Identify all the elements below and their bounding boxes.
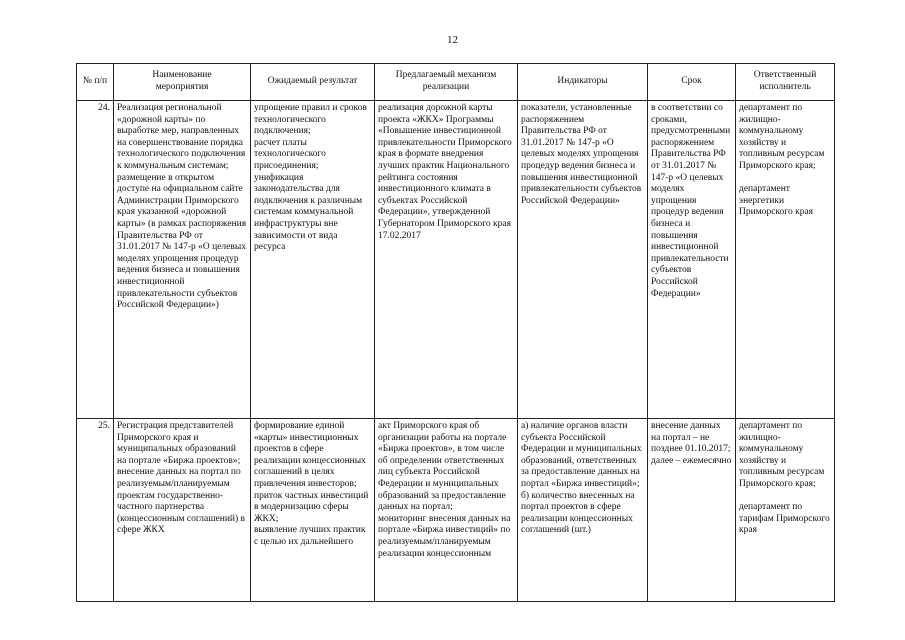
cell-term: внесение данных на портал – не позднее 01.10.2017; далее – ежемесячно [648,419,736,602]
cell-term: в соответствии со сроками, предусмотренными распоряжением Правительства РФ от 31.01.2017 № 147-р «О целевых моделях упрощения процедур ведения бизнеса и повышения инвестиционной привлекательности субъектов Российской Федерации» [648,101,736,419]
cell-num: 25. [77,419,114,602]
page-number: 12 [447,34,458,46]
cell-indicators: а) наличие органов власти субъекта Российской Федерации и муниципальных образований, ответственных за предоставление данных на портал «Биржа инвестиций»; б) количество внесенных на портал проектов в сфере реализации концессионных соглашений (шт.) [518,419,648,602]
cell-name: Реализация региональной «дорожной карты» по выработке мер, направленных на совершенствование порядка технологического подключения к коммунальным системам; размещение в открытом доступе на официальном сайте Администрации Приморского края указанной «дорожной карты» (в рамках распоряжения Правительства РФ от 31.01.2017 № 147-р «О целевых моделях упрощения процедур ведения бизнеса и повышения инвестиционной привлекательности субъектов Российской Федерации») [114,101,251,419]
cell-mechanism: реализация дорожной карты проекта «ЖКХ» Программы «Повышение инвестиционной привлекательности Приморского края в формате внедрения лучших практик Национального рейтинга состояния инвестиционного климата в субъектах Российской Федерации», утвержденной Губернатором Приморского края 17.02.2017 [375,101,518,419]
cell-name: Регистрация представителей Приморского края и муниципальных образований на портале «Биржа проектов»; внесение данных на портал по реализуемым/планируемым проектам государственно-частного партнерства (концессионным соглашений) в сфере ЖКХ [114,419,251,602]
cell-executor: департамент по жилищно-коммунальному хозяйству и топливным ресурсам Приморского края; департамент по тарифам Приморского края [736,419,835,602]
cell-executor: департамент по жилищно-коммунальному хозяйству и топливным ресурсам Приморского края; департамент энергетики Приморского края [736,101,835,419]
table-header-row [77,64,835,101]
cell-mechanism: акт Приморского края об организации работы на портале «Биржа проектов», в том числе об определении ответственных лиц субъекта Российской Федерации и муниципальных образований за предоставление данных на портал; мониторинг внесения данных на портале «Биржа инвестиций» по реализуемым/планируемым реализации концессионным [375,419,518,602]
measures-table [76,63,835,602]
table-row [77,419,835,602]
header-name: Наименование мероприятия [114,64,251,101]
header-num: № п/п [77,64,114,101]
header-result: Ожидаемый результат [251,64,375,101]
header-executor: Ответственный исполнитель [736,64,835,101]
table-row [77,101,835,419]
cell-num: 24. [77,101,114,419]
cell-result: формирование единой «карты» инвестиционных проектов в сфере реализации концессионных соглашений в целях привлечения инвесторов; приток частных инвестиций в модернизацию сферы ЖКХ; выявление лучших практик с целью их дальнейшего [251,419,375,602]
header-term: Срок [648,64,736,101]
cell-result: упрощение правил и сроков технологического подключения; расчет платы технологического присоединения; унификация законодательства для подключения к различным системам коммунальной инфраструктуры вне зависимости от вида ресурса [251,101,375,419]
header-indicators: Индикаторы [518,64,648,101]
cell-indicators: показатели, установленные распоряжением Правительства РФ от 31.01.2017 № 147-р «О целевых моделях упрощения процедур ведения бизнеса и повышения инвестиционной привлекательности субъектов Российской Федерации» [518,101,648,419]
header-mechanism: Предлагаемый механизм реализации [375,64,518,101]
